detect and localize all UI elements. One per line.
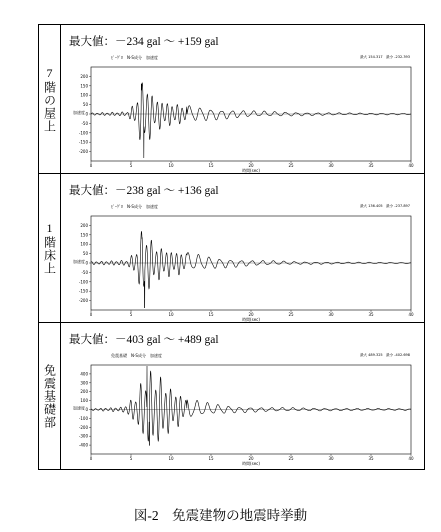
y-tick-label: 100 (80, 241, 88, 247)
y-tick-label: 0 (85, 260, 88, 266)
x-tick-label: 25 (288, 456, 294, 461)
x-tick-label: 25 (288, 312, 294, 317)
y-tick-label: 0 (85, 407, 88, 412)
panel-base (39, 323, 424, 469)
x-axis-label: 時間(sec) (242, 317, 260, 322)
y-tick-label: -150 (78, 288, 88, 294)
x-tick-label: 15 (208, 312, 214, 317)
panel-label-cell (39, 25, 61, 173)
y-axis-label: 加速度 (73, 110, 85, 115)
panel-1f (39, 174, 424, 323)
figure-caption: 図-2 免震建物の地震時挙動 (133, 508, 308, 523)
y-tick-label: -50 (81, 120, 88, 126)
x-tick-label: 10 (168, 163, 174, 168)
plot-cell (61, 25, 424, 173)
x-tick-label: 40 (408, 312, 414, 317)
x-tick-label: 0 (89, 456, 93, 461)
x-tick-label: 30 (328, 312, 334, 317)
y-tick-label: -100 (78, 279, 88, 285)
y-tick-label: -200 (78, 424, 88, 430)
x-tick-label: 20 (248, 312, 254, 317)
y-tick-label: 200 (80, 73, 88, 79)
figure-table (38, 24, 425, 470)
x-tick-label: 5 (129, 456, 133, 461)
x-tick-label: 5 (129, 163, 133, 168)
y-tick-label: 150 (80, 83, 88, 89)
y-tick-label: 200 (80, 389, 88, 395)
x-tick-label: 40 (408, 163, 414, 168)
acceleration-waveform (91, 366, 411, 445)
x-tick-label: 15 (208, 456, 214, 461)
y-tick-label: 50 (82, 251, 88, 257)
plot-cell (61, 174, 424, 322)
y-axis-label: 加速度 (73, 259, 85, 264)
chart-subtitle: ﾋﾟｰｸﾞﾛ N-S成分 加速度 (111, 204, 158, 209)
panel-label-cell (39, 174, 61, 322)
y-tick-label: 400 (80, 371, 88, 377)
y-axis-label: 加速度 (73, 405, 85, 411)
x-tick-label: 35 (368, 456, 374, 461)
panel-label: 7階の屋上 (42, 65, 57, 133)
y-tick-label: -400 (78, 442, 88, 448)
x-tick-label: 30 (328, 456, 334, 461)
y-tick-label: -150 (78, 139, 88, 145)
panel-label: 免震基礎部 (42, 363, 57, 429)
panel-label: 1階床上 (42, 221, 57, 275)
acceleration-waveform (91, 83, 411, 158)
accel-chart-base (69, 361, 419, 466)
y-tick-label: 300 (80, 380, 88, 386)
y-tick-label: 50 (82, 102, 88, 108)
chart-subtitle: 免震基礎 N-S成分 加速度 (111, 353, 162, 358)
max-value-text: 最大値：－234 gal ～ +159 gal (69, 36, 219, 48)
plot-cell (61, 323, 424, 469)
y-tick-label: -200 (78, 298, 88, 304)
y-tick-label: -50 (81, 269, 88, 275)
y-tick-label: 200 (80, 222, 88, 228)
max-value-text: 最大値：－403 gal ～ +489 gal (69, 334, 219, 346)
x-tick-label: 0 (89, 163, 93, 168)
y-tick-label: 150 (80, 232, 88, 238)
y-tick-label: -300 (78, 433, 88, 439)
y-tick-label: -100 (78, 415, 88, 421)
y-tick-label: 0 (85, 111, 88, 117)
accel-chart-roof (69, 63, 419, 173)
x-axis-label: 時間(sec) (242, 168, 260, 173)
x-tick-label: 0 (89, 312, 93, 317)
x-tick-label: 5 (129, 312, 133, 317)
chart-legend: 最大 154.317 最小 -232.393 (360, 55, 410, 59)
accel-chart-1f (69, 212, 419, 322)
x-tick-label: 10 (168, 312, 174, 317)
chart-legend: 最大 136.405 最小 -237.897 (360, 204, 410, 208)
y-tick-label: -100 (78, 130, 88, 136)
x-tick-label: 35 (368, 163, 374, 168)
max-value-text: 最大値：－238 gal ～ +136 gal (69, 185, 219, 197)
chart-legend: 最大 489.325 最小 -402.698 (360, 353, 410, 357)
y-tick-label: -200 (78, 149, 88, 155)
x-tick-label: 20 (248, 456, 254, 461)
chart-subtitle: ﾋﾟｰｸﾞﾛ N-S成分 加速度 (111, 55, 158, 60)
acceleration-waveform (91, 231, 411, 307)
y-tick-label: 100 (80, 92, 88, 98)
x-axis-label: 時間(sec) (242, 461, 260, 466)
x-tick-label: 25 (288, 163, 294, 168)
panel-label-cell (39, 323, 61, 469)
x-tick-label: 20 (248, 163, 254, 168)
x-tick-label: 15 (208, 163, 214, 168)
x-tick-label: 40 (408, 456, 414, 461)
x-tick-label: 35 (368, 312, 374, 317)
x-tick-label: 30 (328, 163, 334, 168)
x-tick-label: 10 (168, 456, 174, 461)
panel-roof (39, 25, 424, 174)
y-tick-label: 100 (80, 398, 88, 404)
